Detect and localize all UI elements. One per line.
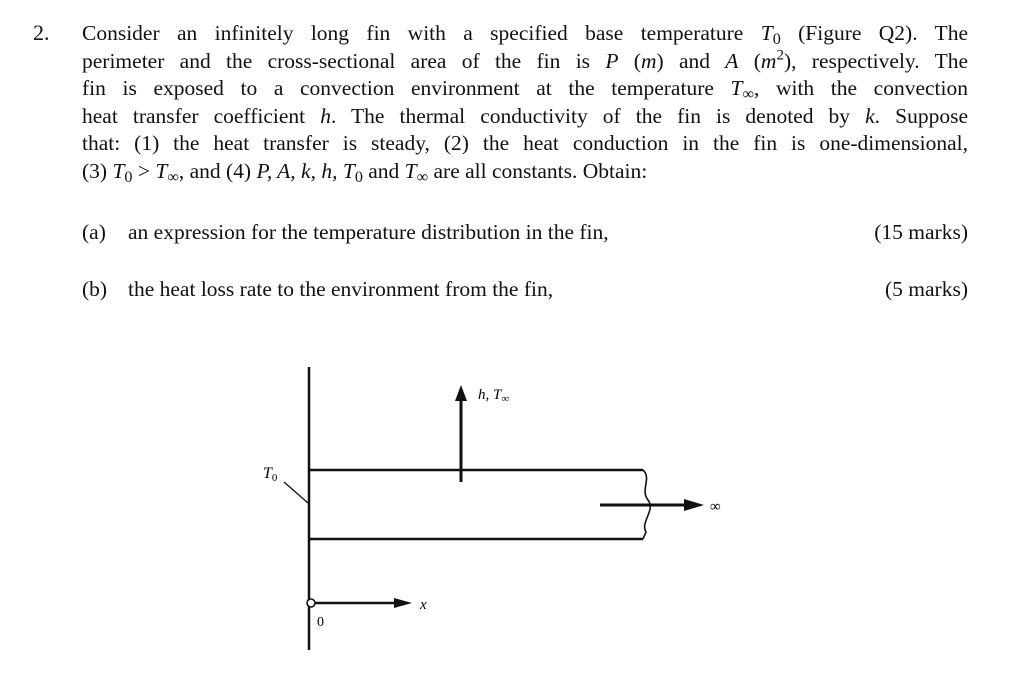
question-line-4: heat transfer coefficient h. The thermal conductivity of the fin is denoted by k. Suppose: [82, 103, 968, 128]
t0-leader-line: [284, 482, 308, 503]
label-x: x: [420, 597, 427, 613]
question-line-3: fin is exposed to a convection environment at the temperature $T_\infty$, with the convection: [82, 76, 968, 104]
origin-marker: [307, 599, 315, 607]
question-line-1: Consider an infinitely long fin with a specified base temperature $T_0$ (Figure Q2). The: [82, 21, 968, 49]
x-axis-arrowhead: [394, 598, 412, 608]
part-a-label: (a): [82, 220, 106, 244]
part-b-text: the heat loss rate to the environment from the fin,: [128, 277, 554, 301]
label-t0: T0: [263, 465, 278, 484]
convection-arrowhead: [455, 385, 467, 401]
part-b-label: (b): [82, 277, 108, 301]
label-h-t-infinity: h, $T_\infty$: [478, 387, 510, 405]
part-a-marks: (15 marks): [874, 220, 968, 244]
label-infinity: ∞: [710, 499, 721, 515]
part-b-marks: (5 marks): [885, 277, 968, 301]
label-origin: 0: [317, 615, 324, 630]
question-line-5: that: (1) the heat transfer is steady, (2) the heat conduction in the fin is one-dimensional,: [82, 131, 968, 156]
infinity-arrowhead: [684, 499, 704, 511]
question-line-2: perimeter and the cross-sectional area of the fin is P (m) and A $(m^2)$, respectively. The: [82, 47, 968, 73]
part-a-text: an expression for the temperature distribution in the fin,: [128, 220, 609, 244]
question-line-6: (3) $T_0 > T_\infty$, and (4) P, A, k, h, $T_0$ and $T_\infty$ are all constants. Obtain:: [82, 158, 648, 186]
question-number: 2.: [33, 20, 50, 45]
